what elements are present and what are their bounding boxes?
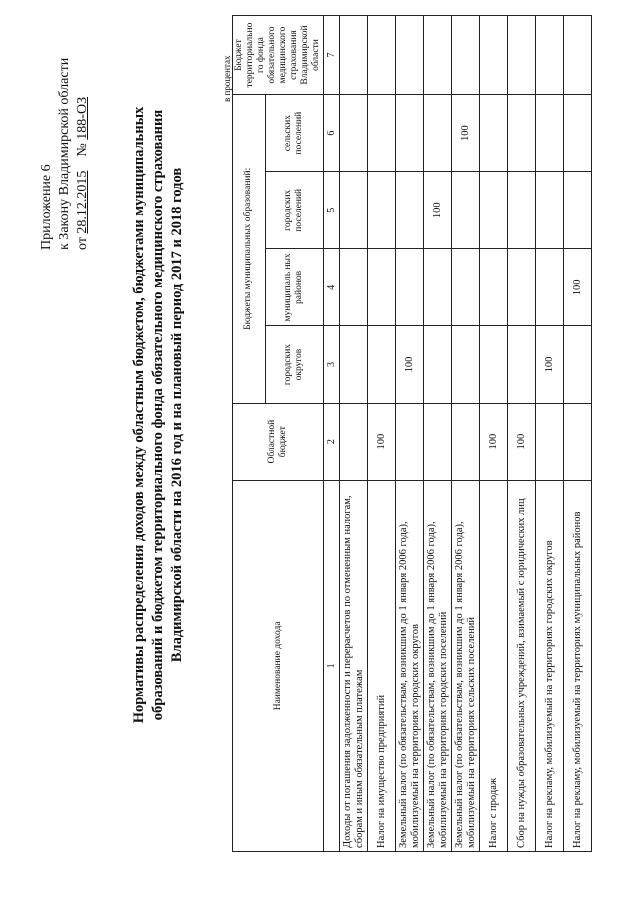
- rate-cell: [564, 403, 592, 480]
- column-number: 5: [324, 172, 340, 249]
- rate-cell: 100: [508, 403, 536, 480]
- rate-cell: [368, 326, 396, 403]
- unit-note: в процентах: [222, 55, 232, 102]
- appendix-line-3: [74, 10, 92, 250]
- header-municipal-districts: муниципаль ных районов: [265, 249, 323, 326]
- column-number: 2: [324, 403, 340, 480]
- table-row: [564, 16, 592, 852]
- rate-cell: [424, 16, 452, 95]
- table-row: [368, 16, 396, 852]
- appendix-date: 28.12.2015: [75, 170, 90, 234]
- rate-cell: [340, 326, 368, 403]
- rate-cell: [340, 16, 368, 95]
- income-name-cell: Сбор на нужды образовательных учреждений, взимаемый с юридических лиц: [508, 480, 536, 851]
- rate-cell: [536, 249, 564, 326]
- column-number: 1: [324, 480, 340, 851]
- rate-cell: [564, 326, 592, 403]
- rate-cell: [508, 249, 536, 326]
- appendix-line-2: к Закону Владимирской области: [57, 57, 72, 250]
- rate-cell: [508, 95, 536, 172]
- income-name-cell: Налог на рекламу, мобилизуемый на территориях городских округов: [536, 480, 564, 851]
- appendix-from-label: от: [75, 237, 90, 250]
- rate-cell: 100: [424, 172, 452, 249]
- rate-cell: [452, 16, 480, 95]
- rate-cell: [536, 16, 564, 95]
- rate-cell: 100: [564, 249, 592, 326]
- header-income-name: Наименование дохода: [233, 480, 324, 851]
- rate-cell: [508, 172, 536, 249]
- rate-cell: [536, 403, 564, 480]
- table-row: [480, 16, 508, 852]
- rate-cell: [564, 95, 592, 172]
- rate-cell: [480, 249, 508, 326]
- rate-cell: [452, 326, 480, 403]
- rate-cell: [452, 403, 480, 480]
- column-number: 7: [324, 16, 340, 95]
- rate-cell: [424, 249, 452, 326]
- rate-cell: [564, 16, 592, 95]
- rate-cell: [368, 172, 396, 249]
- column-number: 4: [324, 249, 340, 326]
- rate-cell: [368, 249, 396, 326]
- appendix-line-1: Приложение 6: [39, 164, 54, 250]
- income-name-cell: Земельный налог (по обязательствам, возникшим до 1 января 2006 года), мобилизуемый на территориях городских поселений: [424, 480, 452, 851]
- rate-cell: [340, 95, 368, 172]
- rate-cell: [480, 95, 508, 172]
- appendix-number-label: №: [75, 143, 90, 157]
- rate-cell: [424, 95, 452, 172]
- table-row: [508, 16, 536, 852]
- rate-cell: [508, 326, 536, 403]
- rate-cell: [480, 172, 508, 249]
- income-name-cell: Земельный налог (по обязательствам, возникшим до 1 января 2006 года), мобилизуемый на территориях сельских поселений: [452, 480, 480, 851]
- header-fund-budget: Бюджет территориально го фонда обязательного медицинского страхования Владимирской области: [233, 16, 324, 95]
- header-urban-districts: городских округов: [265, 326, 323, 403]
- rate-cell: [508, 16, 536, 95]
- header-municipal-group: Бюджеты муниципальных образований:: [233, 95, 266, 404]
- rate-cell: [480, 326, 508, 403]
- rate-cell: [396, 403, 424, 480]
- rate-cell: [424, 403, 452, 480]
- rate-cell: [340, 403, 368, 480]
- rate-cell: [340, 249, 368, 326]
- table-row: [424, 16, 452, 852]
- rate-cell: [452, 249, 480, 326]
- rate-cell: [340, 172, 368, 249]
- rate-cell: [424, 326, 452, 403]
- rate-cell: [368, 16, 396, 95]
- rate-cell: [480, 16, 508, 95]
- rate-cell: [368, 95, 396, 172]
- rate-cell: [396, 95, 424, 172]
- column-number: 3: [324, 326, 340, 403]
- rate-cell: [396, 16, 424, 95]
- rate-cell: [396, 249, 424, 326]
- table-row: [536, 16, 564, 852]
- table-row: [452, 16, 480, 852]
- header-regional-budget: Областной бюджет: [233, 403, 324, 480]
- distribution-table: [232, 15, 592, 852]
- income-name-cell: Налог на имущество предприятий: [368, 480, 396, 851]
- table-row: [340, 16, 368, 852]
- rate-cell: [564, 172, 592, 249]
- table-row: [396, 16, 424, 852]
- rate-cell: 100: [480, 403, 508, 480]
- rate-cell: 100: [396, 326, 424, 403]
- income-name-cell: Налог на рекламу, мобилизуемый на территориях муниципальных районов: [564, 480, 592, 851]
- header-rural-settlements: сельских поселений: [265, 95, 323, 172]
- rate-cell: [396, 172, 424, 249]
- rate-cell: 100: [452, 95, 480, 172]
- header-urban-settlements: городских поселений: [265, 172, 323, 249]
- appendix-header: [38, 10, 92, 250]
- rate-cell: [536, 95, 564, 172]
- rate-cell: [536, 172, 564, 249]
- rate-cell: 100: [536, 326, 564, 403]
- column-number-row: [324, 16, 340, 852]
- rate-cell: 100: [368, 403, 396, 480]
- income-name-cell: Налог с продаж: [480, 480, 508, 851]
- appendix-number: 188-ОЗ: [75, 96, 90, 140]
- document-title: Нормативы распределения доходов между областным бюджетом, бюджетами муниципальных образований и бюджетом территориального фонда обязательного медицинского страхования Владимирской области на 2016 год и на плановый период 2017 и 2018 годов: [131, 106, 185, 724]
- rate-cell: [452, 172, 480, 249]
- income-name-cell: Земельный налог (по обязательствам, возникшим до 1 января 2006 года), мобилизуемый на территориях городских округов: [396, 480, 424, 851]
- income-name-cell: Доходы от погашения задолженности и перерасчетов по отмененным налогам, сборам и иным обязательным платежам: [340, 480, 368, 851]
- column-number: 6: [324, 95, 340, 172]
